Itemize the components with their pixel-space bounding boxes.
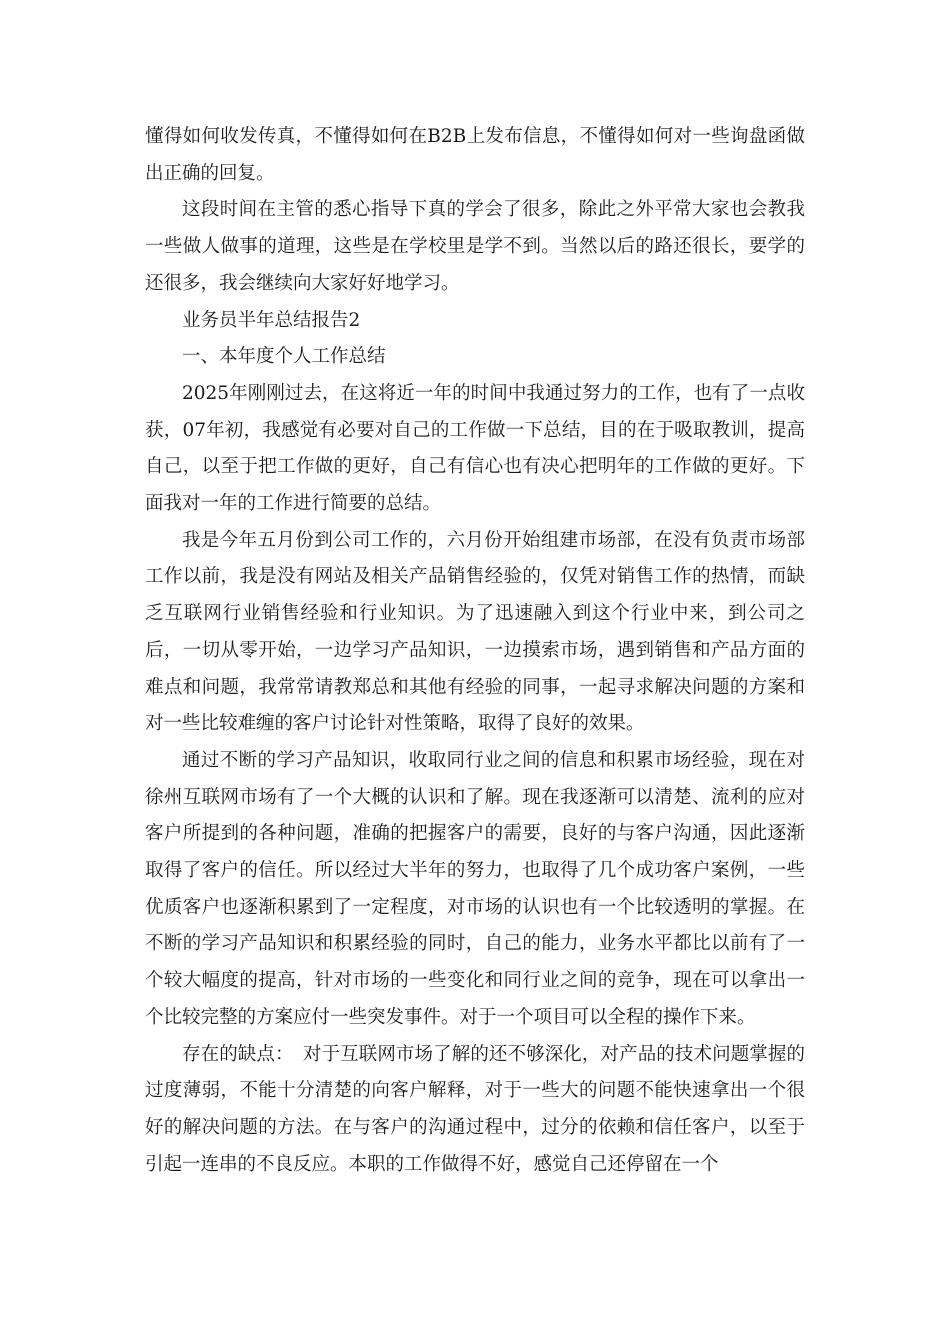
paragraph-continuation: 懂得如何收发传真，不懂得如何在B2B上发布信息，不懂得如何对一些询盘函做出正确的回复。 [145, 126, 805, 184]
paragraph-year-summary: 2025年刚刚过去，在这将近一年的时间中我通过努力的工作，也有了一点收获，07年初，我感觉有必要对自己的工作做一下总结，目的在于吸取教训，提高自己，以至于把工作做的更好，自己有信心也有决心把明年的工作做的更好。下面我对一年的工作进行简要的总结。 [145, 382, 805, 515]
paragraph-shortcomings: 存在的缺点： 对于互联网市场了解的还不够深化，对产品的技术问题掌握的过度薄弱，不能十分清楚的向客户解释，对于一些大的问题不能快速拿出一个很好的解决问题的方法。在与客户的沟通过程中，过分的依赖和信任客户，以至于引起一连串的不良反应。本职的工作做得不好，感觉自己还停留在一个 [145, 1043, 805, 1175]
paragraph-learning: 这段时间在主管的悉心指导下真的学会了很多，除此之外平常大家也会教我一些做人做事的道理，这些是在学校里是学不到。当然以后的路还很长，要学的还很多，我会继续向大家好好地学习。 [145, 199, 805, 294]
report-title: 业务员半年总结报告2 [182, 309, 361, 331]
section-heading: 一、本年度个人工作总结 [182, 346, 386, 368]
paragraph-joining-company: 我是今年五月份到公司工作的，六月份开始组建市场部，在没有负责市场部工作以前，我是没有网站及相关产品销售经验的，仅凭对销售工作的热情，而缺乏互联网行业销售经验和行业知识。为了迅速融入到这个行业中来，到公司之后，一切从零开始，一边学习产品知识，一边摸索市场，遇到销售和产品方面的难点和问题，我常常请教郑总和其他有经验的同事，一起寻求解决问题的方案和对一些比较难缠的客户讨论针对性策略，取得了良好的效果。 [145, 529, 805, 735]
document-body [145, 119, 805, 1183]
paragraph-market-experience: 通过不断的学习产品知识，收取同行业之间的信息和积累市场经验，现在对徐州互联网市场有了一个大概的认识和了解。现在我逐渐可以清楚、流利的应对客户所提到的各种问题，准确的把握客户的需要，良好的与客户沟通，因此逐渐取得了客户的信任。所以经过大半年的努力，也取得了几个成功客户案例，一些优质客户也逐渐积累到了一定程度，对市场的认识也有一个比较透明的掌握。在不断的学习产品知识和积累经验的同时，自己的能力，业务水平都比以前有了一个较大幅度的提高，针对市场的一些变化和同行业之间的竞争，现在可以拿出一个比较完整的方案应付一些突发事件。对于一个项目可以全程的操作下来。 [145, 749, 805, 1028]
